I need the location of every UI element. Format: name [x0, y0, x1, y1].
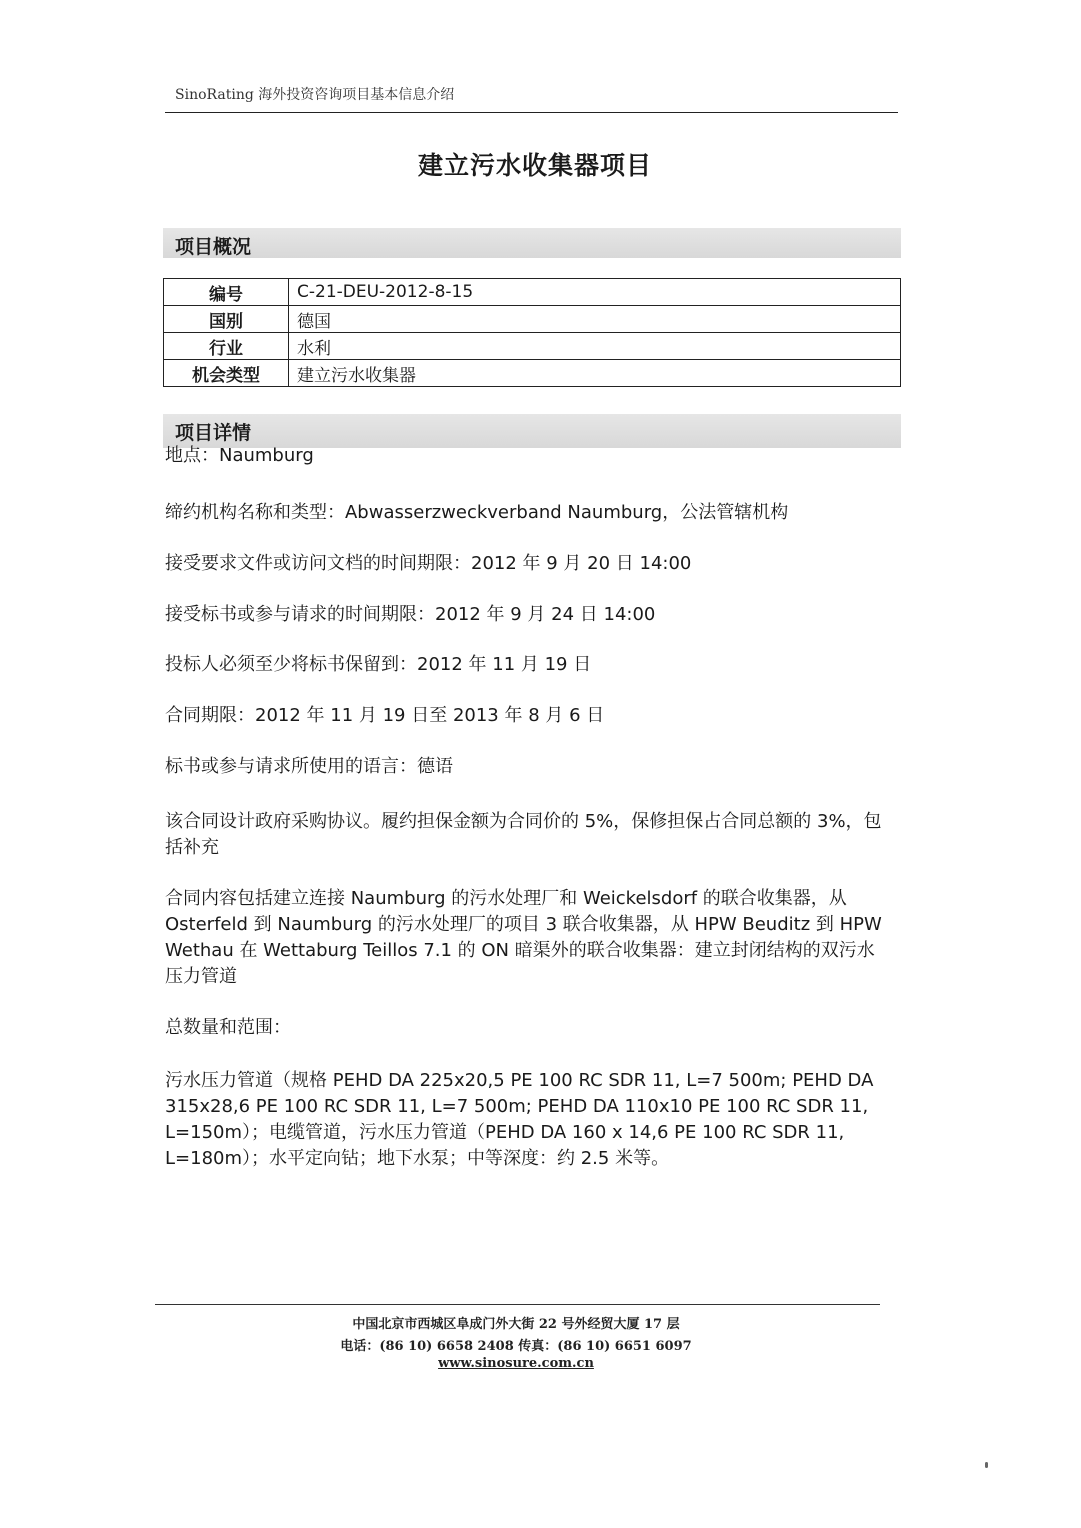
table-row: [164, 279, 901, 306]
detail-language: 标书或参与请求所使用的语言：德语: [165, 756, 453, 777]
row-key: 机会类型: [164, 360, 289, 387]
row-value: 水利: [289, 333, 901, 360]
detail-quantity-heading: 总数量和范围：: [165, 1017, 291, 1038]
header-rule: [165, 112, 898, 113]
table-row: [164, 333, 901, 360]
detail-document-deadline: 接受要求文件或访问文档的时间期限：2012 年 9 月 20 日 14:00: [165, 553, 692, 574]
row-value: 建立污水收集器: [289, 360, 901, 387]
row-key: 行业: [164, 333, 289, 360]
footer-phone-fax: 电话：(86 10) 6658 2408 传真：(86 10) 6651 6097: [340, 1339, 692, 1354]
footer-website-link[interactable]: www.sinosure.com.cn: [438, 1356, 594, 1371]
section-overview-heading: 项目概况: [175, 236, 252, 258]
row-value: C-21-DEU-2012-8-15: [289, 279, 901, 306]
document-title: 建立污水收集器项目: [417, 151, 652, 180]
detail-contract-period: 合同期限：2012 年 11 月 19 日至 2013 年 8 月 6 日: [165, 705, 605, 726]
row-key: 编号: [164, 279, 289, 306]
detail-quantity-spec: 污水压力管道（规格 PEHD DA 225x20,5 PE 100 RC SDR 11, L=7 500m; PEHD DA 315x28,6 PE 100 RC SDR 11, L=7 500m; PEHD DA 110x10 PE 100 RC SDR 11, L=150m）；电缆管道，污水压力管道（PEHD DA 160 x 14,6 PE 100 RC SDR 11, L=180m）；水平定向钻；地下水泵；中等深度：约 2.5 米等。: [165, 1070, 874, 1169]
footer-rule: [155, 1304, 880, 1305]
detail-tender-deadline: 接受标书或参与请求的时间期限：2012 年 9 月 24 日 14:00: [165, 604, 656, 625]
detail-contract-scope: 合同内容包括建立连接 Naumburg 的污水处理厂和 Weickelsdorf 的联合收集器，从 Osterfeld 到 Naumburg 的污水处理厂的项目 3 联合收集器，从 HPW Beuditz 到 HPW Wethau 在 Wettaburg Teillos 7.1 的 ON 暗渠外的联合收集器：建立封闭结构的双污水压力管道: [165, 888, 882, 987]
detail-guarantee: 该合同设计政府采购协议。履约担保金额为合同价的 5%，保修担保占合同总额的 3%，包括补充: [165, 811, 882, 858]
detail-contracting-authority: 缔约机构名称和类型：Abwasserzweckverband Naumburg，公法管辖机构: [165, 502, 789, 523]
row-key: 国别: [164, 306, 289, 333]
scan-speck: [985, 1462, 988, 1468]
detail-location: 地点：Naumburg: [165, 445, 314, 466]
table-row: [164, 360, 901, 387]
table-row: [164, 306, 901, 333]
section-details-heading: 项目详情: [175, 422, 252, 444]
footer-address: 中国北京市西城区阜成门外大街 22 号外经贸大厦 17 层: [352, 1317, 680, 1332]
row-value: 德国: [289, 306, 901, 333]
overview-table: [163, 278, 901, 387]
running-header: SinoRating 海外投资咨询项目基本信息介绍: [175, 87, 455, 103]
detail-tender-validity: 投标人必须至少将标书保留到：2012 年 11 月 19 日: [165, 654, 592, 675]
section-overview-bar: [163, 228, 901, 258]
